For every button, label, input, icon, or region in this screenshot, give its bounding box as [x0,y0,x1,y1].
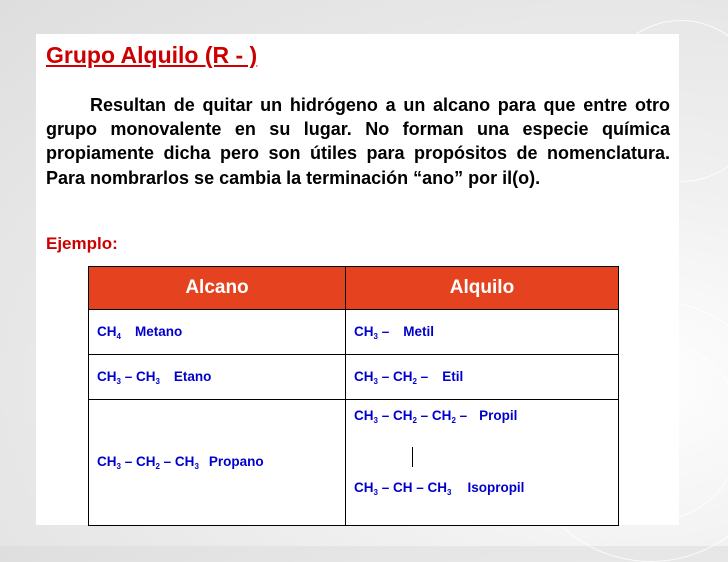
table-row [89,310,619,355]
table-row [89,400,619,526]
formula: $CH_3 - CH_2 - CH_2$ – [354,408,468,425]
alkane-name: Metano [134,323,183,339]
alkyl-name: Metil [403,323,434,339]
header-alcano: Alcano [89,267,346,310]
table-row [89,355,619,400]
formula: $CH_3$ – [354,323,390,341]
example-label: Ejemplo: [46,234,118,253]
alkyl-name: Isopropil [467,480,525,495]
alkane-name: Propano [208,454,264,469]
bond-line [412,447,413,467]
formula: $CH_3 - CH_3$ [97,368,160,386]
alkyl-table [88,266,619,526]
alkane-name: Etano [173,368,212,384]
alkyl-name: Propil [479,408,518,423]
alkane-cell [89,355,346,400]
formula: $CH_4$ [97,323,121,341]
alkyl-stack [354,400,610,525]
isopropyl-line [354,480,524,497]
alkane-cell [89,310,346,355]
header-alquilo: Alquilo [346,267,619,310]
propyl-line [354,408,517,425]
formula: $CH_3 - CH_2$ – [354,368,429,386]
alkyl-name: Etil [442,368,464,384]
alkyl-cell [346,310,619,355]
slide-paragraph: Resultan de quitar un hidrógeno a un alcano para que entre otro grupo monovalente en su lugar. No forman una especie química propiamente dicha pero son útiles para propósitos de nomenclatura. Para nombrarlos se cambia la terminación “ano” por il(o). [46,95,670,188]
alkyl-cell [346,400,619,526]
alkane-cell [89,400,346,526]
alkyl-cell [346,355,619,400]
table-header-row [89,267,619,310]
formula: $CH_3$ – CH – $CH_3$ [354,480,452,497]
slide-title: Grupo Alquilo (R - ) [46,42,258,68]
formula: $CH_3 - CH_2 - CH_3$ [97,454,199,471]
